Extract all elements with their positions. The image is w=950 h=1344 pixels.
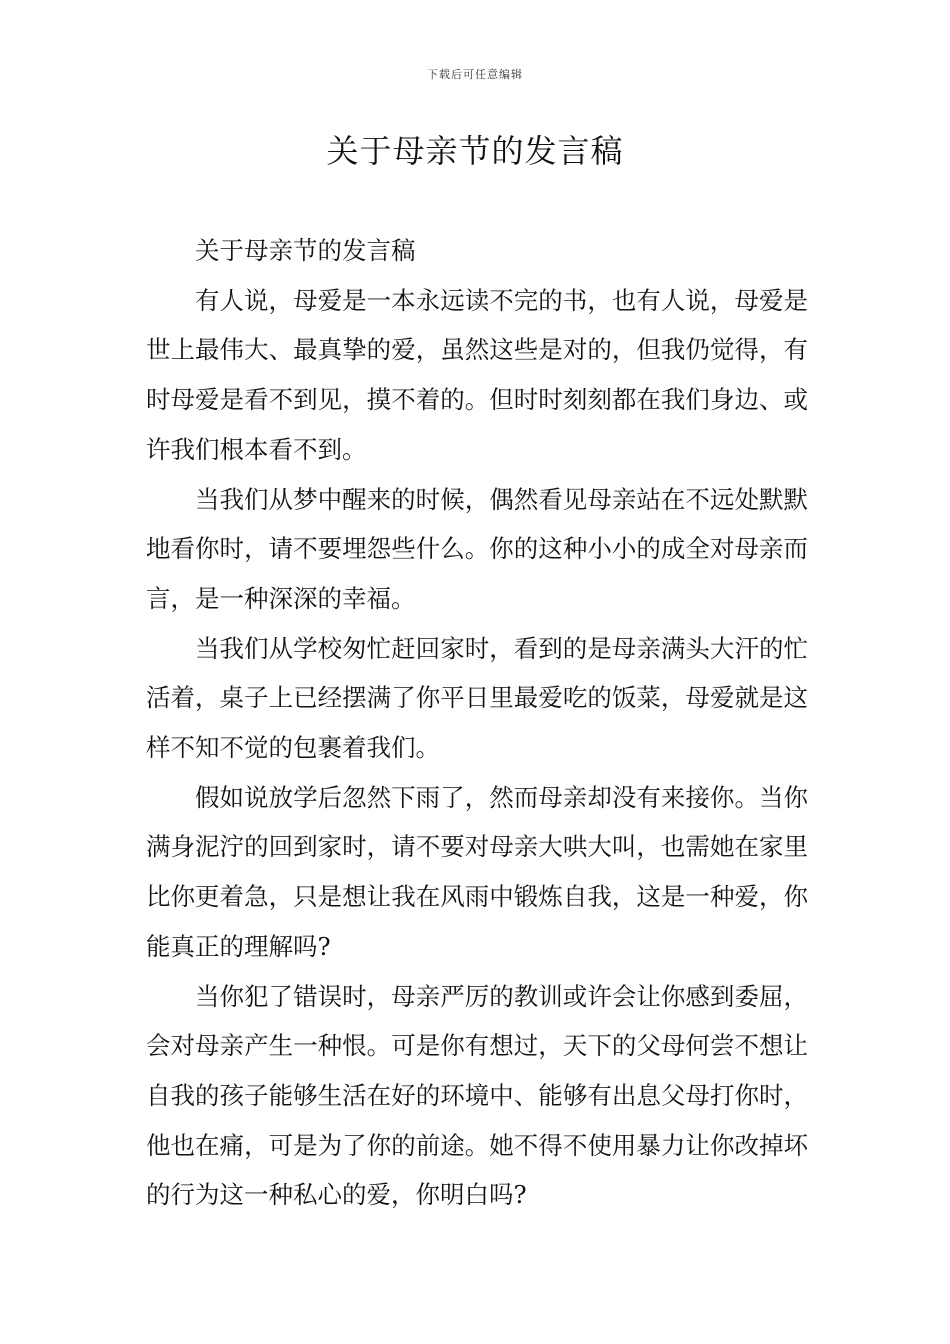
document-body bbox=[146, 226, 808, 1220]
paragraph: 有人说，母爱是一本永远读不完的书，也有人说，母爱是世上最伟大、最真挚的爱，虽然这些是对的，但我仍觉得，有时母爱是看不到见，摸不着的。但时时刻刻都在我们身边、或许我们根本看不到。 bbox=[146, 285, 808, 464]
paragraph: 当我们从梦中醒来的时候，偶然看见母亲站在不远处默默地看你时，请不要埋怨些什么。你的这种小小的成全对母亲而言，是一种深深的幸福。 bbox=[146, 484, 808, 613]
paragraph: 假如说放学后忽然下雨了，然而母亲却没有来接你。当你满身泥泞的回到家时，请不要对母亲大哄大叫，也需她在家里比你更着急，只是想让我在风雨中锻炼自我，这是一种爱，你能真正的理解吗? bbox=[146, 782, 808, 961]
paragraph: 当你犯了错误时，母亲严厉的教训或许会让你感到委屈，会对母亲产生一种恨。可是你有想过，天下的父母何尝不想让自我的孩子能够生活在好的环境中、能够有出息父母打你时，他也在痛，可是为了你的前途。她不得不使用暴力让你改掉坏的行为这一种私心的爱，你明白吗? bbox=[146, 981, 808, 1210]
document-title: 关于母亲节的发言稿 bbox=[326, 132, 624, 170]
paragraph-subtitle: 关于母亲节的发言稿 bbox=[195, 236, 416, 265]
header-note: 下载后可任意编辑 bbox=[427, 68, 523, 81]
paragraph: 当我们从学校匆忙赶回家时，看到的是母亲满头大汗的忙活着，桌子上已经摆满了你平日里最爱吃的饭菜，母爱就是这样不知不觉的包裹着我们。 bbox=[146, 633, 808, 763]
